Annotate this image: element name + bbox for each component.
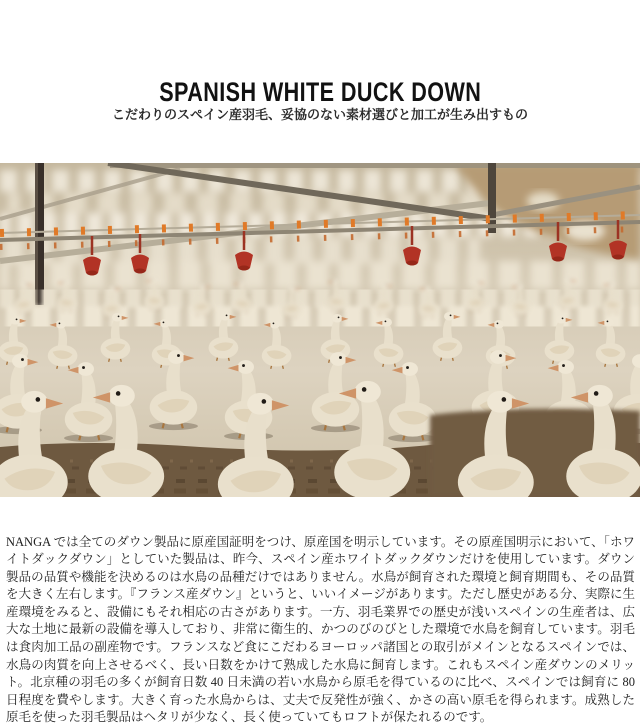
duck-farm-photo [0,163,640,497]
body-paragraph: NANGA では全てのダウン製品に原産国証明をつけ、原産国を明示しています。その原産国明示において、「ホワイトダックダウン」としていた製品は、昨今、スペイン産ホワイトダックダウンだけを使用しています。ダウン製品の品質や機能を決めるのは水鳥の品種だけではありません。水鳥が飼育された環境と飼育期間も、その品質を大きく左右します。『フランス産ダウン』というと、いいイメージがあります。ただし歴史がある分、実際に生産環境をみると、設備にもそれ相応の古さがあります。一方、羽毛業界での歴史が浅いスペインの生産者は、広大な土地に最新の設備を導入しており、非常に衛生的、かつのびのびとした環境で水鳥を飼育しています。羽毛は食肉加工品の副産物です。フランスなど食にこだわるヨーロッパ諸国との取引がメインとなるスペインでは、水鳥の肉質を向上させるべく、長い日数をかけて熟成した水鳥に飼育します。これもスペイン産ダウンのメリット。北京種の羽毛の多くが飼育日数 40 日未満の若い水鳥から原毛を得ているのに比べ、スペインでは飼育に 80 日程度を費やします。大きく育った水鳥からは、丈夫で反発性が強く、かさの高い原毛を得られます。成熟した原毛を使った羽毛製品はヘタリが少なく、長く使っていてもロフトが保たれるのです。 [6,534,635,727]
page-subtitle: こだわりのスペイン産羽毛、妥協のない素材選びと加工が生み出すもの [0,104,640,123]
duck-farm-photo-canvas [0,163,640,497]
page-title-text: SPANISH WHITE DUCK DOWN [159,75,481,109]
